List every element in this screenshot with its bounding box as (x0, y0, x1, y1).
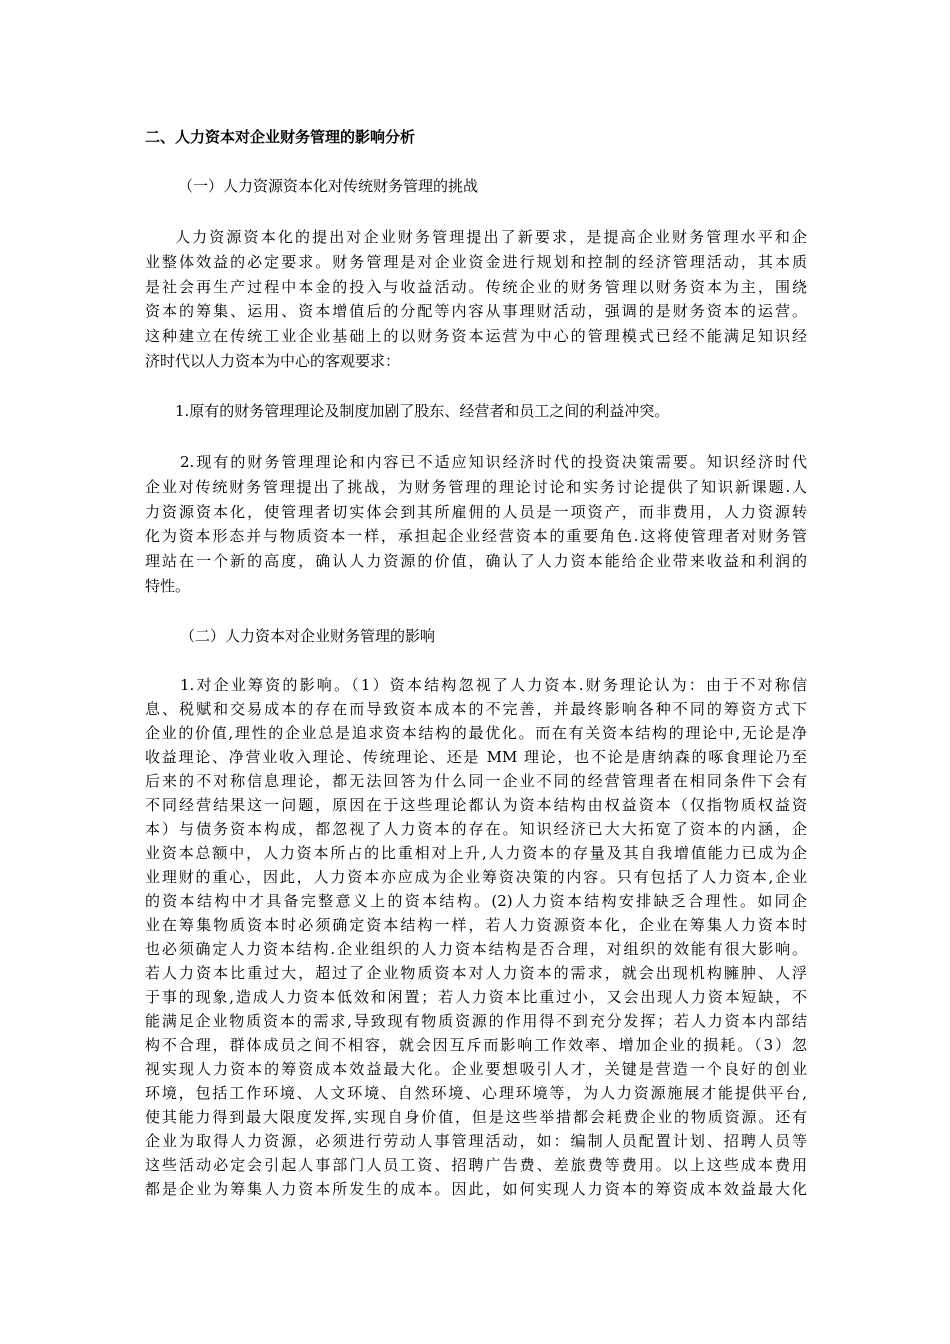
text-line: 环境，包括工作环境、人文环境、自然环境、心理环境等，为人力资源施展才能提供平台, (145, 1084, 807, 1102)
text-line: 视实现人力资本的筹资成本效益最大化。企业要想吸引人才，关键是营造一个良好的创业 (145, 1060, 807, 1078)
text-line: 特性。 (145, 577, 191, 595)
text-line: 1.对企业筹资的影响。（1）资本结构忽视了人力资本.财务理论认为：由于不对称信 (180, 676, 807, 694)
text-line: 若人力资本比重过大，超过了企业物质资本对人力资本的需求，就会出现机构臃肿、人浮 (145, 964, 807, 982)
text-line: 的资本结构中才具备完整意义上的资本结构。(2)人力资本结构安排缺乏合理性。如同企 (145, 892, 807, 910)
text-line: 使其能力得到最大限度发挥,实现自身价值，但是这些举措都会耗费企业的物质资源。还有 (145, 1108, 807, 1126)
text-line: 2.现有的财务管理理论和内容已不适应知识经济时代的投资决策需要。知识经济时代 (180, 453, 807, 471)
text-line: 资本的筹集、运用、资本增值后的分配等内容从事理财活动，强调的是财务资本的运营。 (145, 302, 807, 320)
text-line: 企业为取得人力资源，必须进行劳动人事管理活动，如：编制人员配置计划、招聘人员等 (145, 1132, 807, 1150)
text-line: 能满足企业物质资本的需求,导致现有物质资源的作用得不到充分发挥；若人力资本内部结 (145, 1012, 807, 1030)
text-line: 是社会再生产过程中本金的投入与收益活动。传统企业的财务管理以财务资本为主，围绕 (145, 278, 807, 296)
text-line: 这些活动必定会引起人事部门人员工资、招聘广告费、差旅费等费用。以上这些成本费用 (145, 1156, 807, 1174)
text-line: 这种建立在传统工业企业基础上的以财务资本运营为中心的管理模式已经不能满足知识经 (145, 327, 807, 345)
subsection-title-2: （二）人力资本对企业财务管理的影响 (180, 627, 436, 645)
text-line: 于事的现象,造成人力资本低效和闲置；若人力资本比重过小，又会出现人力资本短缺，不 (145, 988, 807, 1006)
text-line: 企业对传统财务管理提出了挑战，为财务管理的理论讨论和实务讨论提供了知识新课题.人 (145, 478, 807, 496)
text-line: 理站在一个新的高度，确认人力资源的价值，确认了人力资本能给企业带来收益和利润的 (145, 552, 807, 570)
point-1: 1.原有的财务管理理论及制度加剧了股东、经营者和员工之间的利益冲突。 (175, 402, 670, 420)
text-line: 业资本总额中，人力资本所占的比重相对上升,人力资本的存量及其自我增值能力已成为企 (145, 844, 807, 862)
text-line: 济时代以人力资本为中心的客观要求： (145, 352, 401, 370)
text-line: 都是企业为筹集人力资本所发生的成本。因此，如何实现人力资本的筹资成本效益最大化 (145, 1180, 807, 1198)
text-line: 人力资源资本化的提出对企业财务管理提出了新要求，是提高企业财务管理水平和企 (175, 228, 807, 246)
text-line: 构不合理，群体成员之间不相容，就会因互斥而影响工作效率、增加企业的损耗。（3）忽 (145, 1036, 807, 1054)
text-line: 收益理论、净营业收入理论、传统理论、还是 MM 理论，也不论是唐纳森的啄食理论乃至 (145, 748, 807, 766)
text-line: 不同经营结果这一问题，原因在于这些理论都认为资本结构由权益资本（仅指物质权益资 (145, 796, 807, 814)
text-line: 业理财的重心，因此，人力资本亦应成为企业筹资决策的内容。只有包括了人力资本,企业 (145, 868, 807, 886)
section-title: 二、人力资本对企业财务管理的影响分析 (145, 128, 416, 146)
text-line: 业在筹集物质资本时必须确定资本结构一样，若人力资源资本化，企业在筹集人力资本时 (145, 916, 807, 934)
text-line: 后来的不对称信息理论，都无法回答为什么同一企业不同的经营管理者在相同条件下会有 (145, 772, 807, 790)
subsection-title-1: （一）人力资源资本化对传统财务管理的挑战 (178, 177, 479, 195)
text-line: 化为资本形态并与物质资本一样，承担起企业经营资本的重要角色.这将使管理者对财务管 (145, 527, 807, 545)
text-line: 本）与债务资本构成，都忽视了人力资本的存在。知识经济已大大拓宽了资本的内涵，企 (145, 820, 807, 838)
text-line: 业整体效益的必定要求。财务管理是对企业资金进行规划和控制的经济管理活动，其本质 (145, 253, 807, 271)
text-line: 企业的价值,理性的企业总是追求资本结构的最优化。而在有关资本结构的理论中,无论是净 (145, 724, 807, 742)
text-line: 息、税赋和交易成本的存在而导致资本成本的不完善，并最终影响各种不同的筹资方式下 (145, 700, 807, 718)
text-line: 也必须确定人力资本结构.企业组织的人力资本结构是否合理，对组织的效能有很大影响。 (145, 940, 807, 958)
text-line: 力资源资本化，使管理者切实体会到其所雇佣的人员是一项资产，而非费用，人力资源转 (145, 503, 807, 521)
